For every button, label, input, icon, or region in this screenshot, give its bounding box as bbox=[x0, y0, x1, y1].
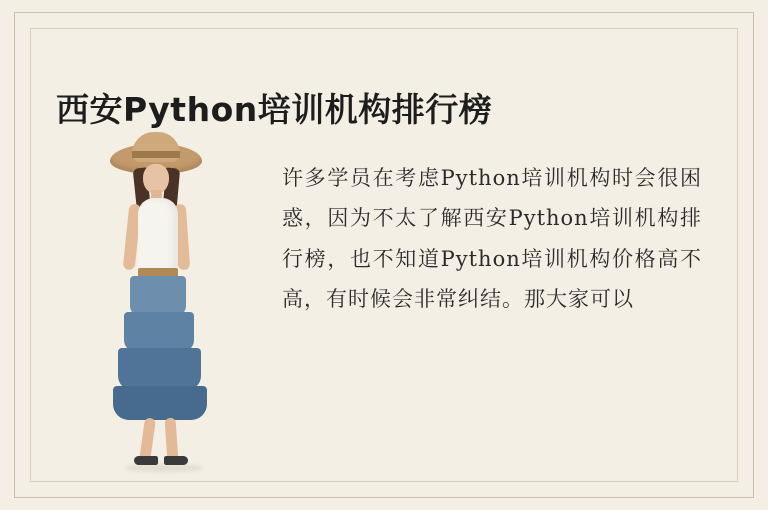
shoe-left bbox=[134, 456, 158, 465]
skirt-tier-3 bbox=[118, 348, 201, 390]
floor-shadow bbox=[124, 464, 204, 472]
skirt-tier-4 bbox=[113, 386, 207, 420]
white-top bbox=[138, 198, 178, 272]
shoe-right bbox=[164, 456, 188, 465]
content-area bbox=[56, 140, 712, 450]
skirt-tier-2 bbox=[124, 312, 194, 352]
sun-hat-band bbox=[132, 151, 180, 158]
model-photo bbox=[86, 140, 256, 460]
page-title: 西安Python培训机构排行榜 bbox=[56, 90, 493, 130]
skirt-tier-1 bbox=[130, 276, 186, 316]
body-paragraph: 许多学员在考虑Python培训机构时会很困惑，因为不太了解西安Python培训机构排行榜，也不知道Python培训机构价格高不高，有时候会非常纠结。那大家可以 bbox=[282, 166, 702, 311]
